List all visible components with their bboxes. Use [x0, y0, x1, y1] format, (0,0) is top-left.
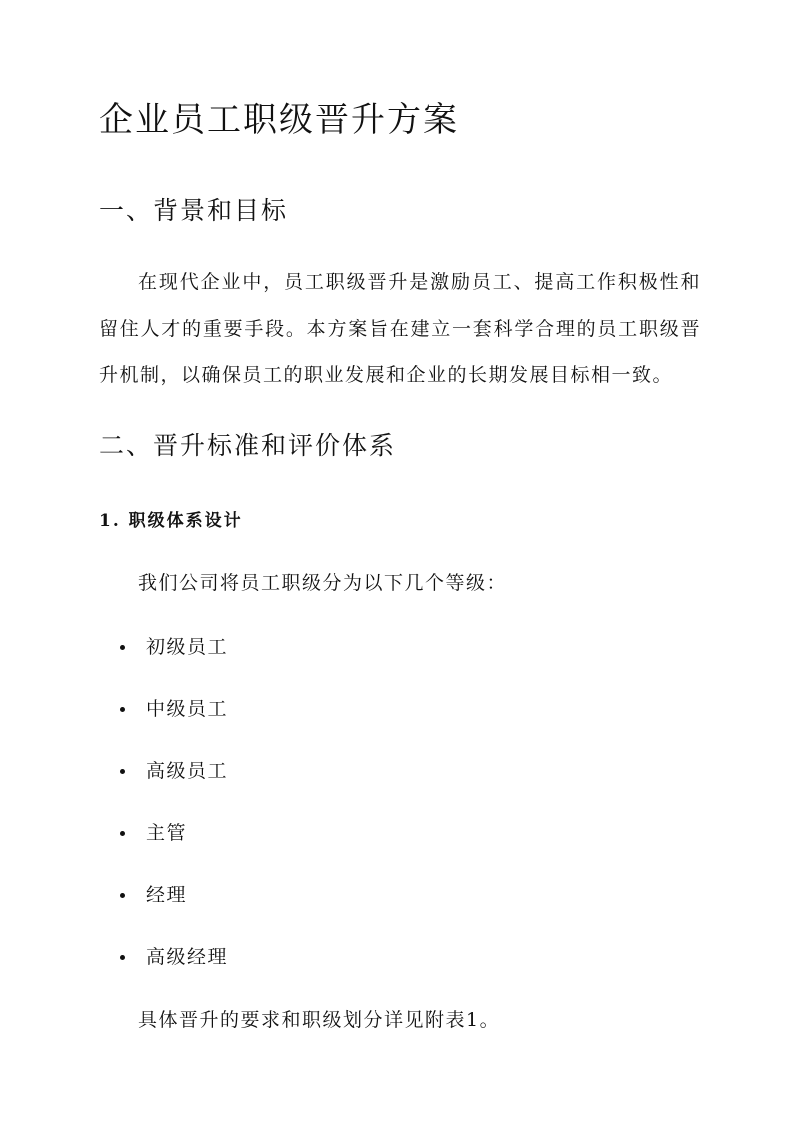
appendix-reference-text: 具体晋升的要求和职级划分详见附表1。: [138, 1009, 501, 1031]
level-name: 初级员工: [146, 636, 229, 658]
subsection-heading-level-design: 1. 职级体系设计: [99, 511, 243, 531]
bullet-icon: [120, 769, 125, 774]
level-name: 经理: [146, 884, 188, 906]
bullet-icon: [120, 645, 125, 650]
bullet-icon: [120, 831, 125, 836]
background-paragraph: 在现代企业中，员工职级晋升是激励员工、提高工作积极性和留住人才的重要手段。本方案旨在建立一套科学合理的员工职级晋升机制，以确保员工的职业发展和企业的长期发展目标相一致。: [99, 271, 701, 386]
bullet-icon: [120, 707, 125, 712]
level-name: 高级员工: [146, 760, 229, 782]
level-name: 高级经理: [146, 946, 229, 968]
document-title: 企业员工职级晋升方案: [99, 100, 459, 140]
level-name: 中级员工: [146, 698, 229, 720]
bullet-icon: [120, 955, 125, 960]
section-heading-background: 一、背景和目标: [99, 196, 289, 225]
levels-intro-text: 我们公司将员工职级分为以下几个等级：: [138, 572, 508, 594]
level-name: 主管: [146, 822, 188, 844]
bullet-icon: [120, 893, 125, 898]
section-heading-standards: 二、晋升标准和评价体系: [99, 431, 397, 460]
